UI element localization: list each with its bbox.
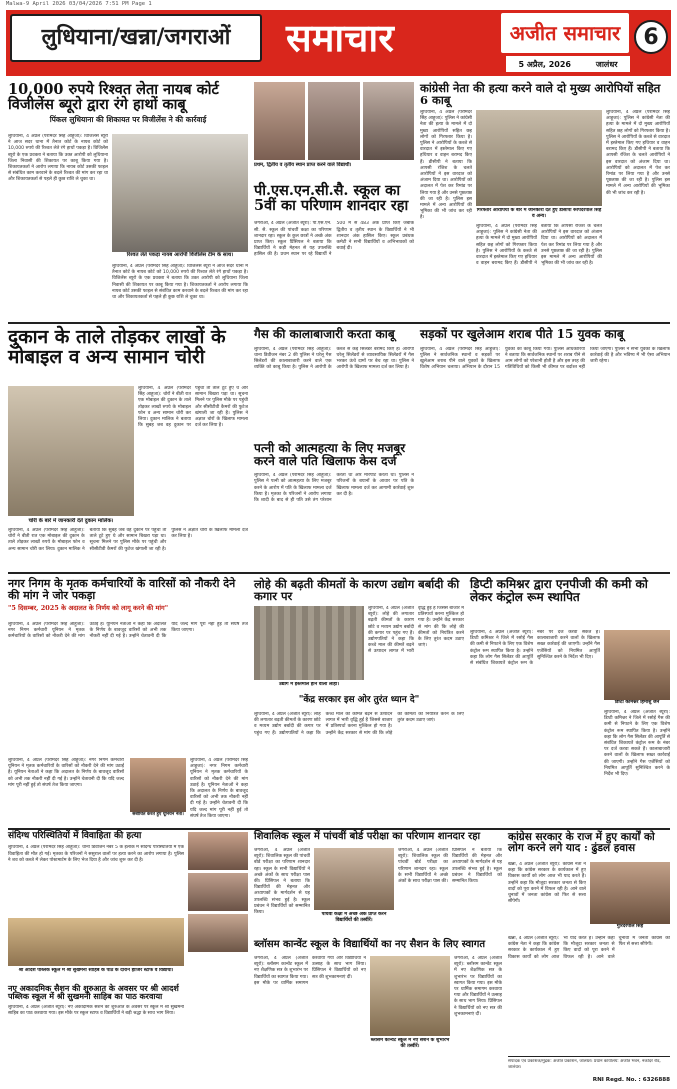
divider-row3: [8, 828, 670, 830]
subhead-corporation-jobs: "5 दिसम्बर, 2025 के अदालत के निर्णय को लागू करने की मांग": [8, 604, 169, 613]
caption-murder: गिरफ्तार आरोपियों के बारे में जानकारी देते हुए डीसीपी रूपिंदरपाल सिंह व अन्य।: [476, 208, 602, 222]
page-number: 6: [643, 24, 659, 50]
page-number-badge: [634, 20, 668, 54]
photo-adarsh-school: [8, 918, 184, 966]
story-congress-works: [508, 832, 670, 1052]
headline-adarsh-school: नए अकादमिक सैशन की शुरुआत के अवसर पर श्री आदर्श पब्लिक स्कूल में श्री सुखमनी साहिब का पाठ करवाया: [8, 983, 179, 1002]
body-bribery-2: लुधियाना, 4 अप्रैल (परमिंदर सिंह आहूजा): विजिलेंस ब्यूरो ने आज सदर थाना में तैनात कोर्ट के नायब कोर्ट को 10,000 रुपये की रिश्वत लेते रंगे हाथों पकड़ा है। विजिलेंस ब्यूरो के एक प्रवक्ता ने बताया कि उक्त आरोपी को लुधियाना जिला निवासी की शिकायत पर काबू किया गया है। शिकायतकर्ता ने आरोप लगाया कि नायब कोर्ट उसकी फाइल से संबंधित काम करवाने के बदले रिश्वत की मांग कर रहा था और शिकायतकर्ता से पहले ही कुछ राशि ले चुका था।: [112, 264, 248, 301]
body-theft-2: लुधियाना, 4 अप्रैल (परमिंदर सिंह आहूजा): चोरों ने बीती रात एक मोबाइल की दुकान के ताले तोड़कर लाखों रुपये के मोबाइल फोन व अन्य सामान चोरी कर लिया। दुकान मालिक ने बताया कि सुबह जब वह दुकान पर पहुंचा तो ताले टूटे हुए थे और सामान बिखरा पड़ा था। सूचना मिलने पर पुलिस मौके पर पहुंची और सीसीटीवी कैमरों की फुटेज खंगाली जा रही है। पुलिस ने अज्ञात चोरों के खिलाफ मामला दर्ज कर लिया है।: [8, 528, 248, 552]
photo-shivalik: [314, 848, 394, 910]
story-blossom-school: [254, 940, 502, 1084]
portrait-column: [188, 832, 248, 962]
student-photos: [254, 82, 414, 160]
body-public-drinking: लुधियाना, 4 अप्रैल (परमिंदर सिंह आहूजा): पुलिस ने सार्वजनिक स्थानों व सड़कों पर खुलेआम शराब पीने वाले युवकों के खिलाफ विशेष अभियान चलाया। अभियान के दौरान 15 युवकों को काबू किया गया। पुलिस अधिकारियों ने बताया कि सार्वजनिक स्थानों पर शराब पीने से आम लोगों को परेशानी होती है और इस तरह की गतिविधियों को किसी भी कीमत पर बर्दाश्त नहीं किया जाएगा। पुलिस ने सभी युवकों के खिलाफ कार्रवाई की है और भविष्य में भी ऐसा अभियान जारी रहेगा।: [420, 346, 670, 371]
print-strip-text: Malwa-9 April 2026 03/04/2026 7:51 PM Page 1: [6, 1, 152, 7]
body-wife-suicide: लुधियाना, 4 अप्रैल (परमिंदर सिंह आहूजा): पुलिस ने पत्नी को आत्महत्या के लिए मजबूर करने के आरोप में पति के खिलाफ मामला दर्ज किया है। मृतका के परिजनों ने आरोप लगाया कि शादी के बाद से ही पति उसे तंग परेशान करता था और मारपीट करता था। पुलिस ने परिजनों के बयानों के आधार पर पति के खिलाफ मामला दर्ज कर आगामी कार्रवाई शुरू कर दी है।: [254, 473, 414, 503]
story-psn-school: [254, 82, 414, 318]
story-control-room: [470, 578, 670, 824]
caption-deputy-commissioner: डिप्टी कमिश्नर हिमांशु जैन: [604, 700, 670, 708]
headline-psn: पी.एस.एन.सी.सै. स्कूल का 5वीं का परिणाम शानदार रहा: [254, 182, 409, 215]
body-control-room-2: लुधियाना, 4 अप्रैल (अजीत ब्यूरो): डिप्टी कमिश्नर ने जिले में रसोई गैस की कमी से निपटने के लिए एक विशेष कंट्रोल रूम स्थापित किया है। उन्होंने कहा कि लोग गैस सिलेंडर की आपूर्ति से संबंधित शिकायतें कंट्रोल रूम के नंबर पर दर्ज करवा सकते हैं। कालाबाजारी करने वालों के खिलाफ सख्त कार्रवाई की जाएगी। उन्होंने गैस एजेंसियों को नियमित आपूर्ति सुनिश्चित करने के निर्देश भी दिए।: [604, 710, 670, 778]
subhead-bribery: पिंकल लुधियाना की शिकायत पर विजीलेंस ने की कार्रवाई: [49, 115, 207, 125]
photo-deputy-commissioner: [604, 630, 670, 700]
issue-city: जालंधर: [595, 59, 618, 69]
issue-date: 5 अप्रैल, 2026: [518, 59, 571, 69]
story-shop-theft: [8, 328, 248, 568]
masthead: [6, 10, 671, 76]
headline-gas-black: गैस की कालाबाजारी करता काबू: [254, 327, 395, 341]
portrait-1: [188, 832, 248, 870]
quote-iron: "केंद्र सरकार इस ओर तुरंत ध्यान दे": [298, 695, 420, 705]
body-murder-1: लुधियाना, 4 अप्रैल (परमिंदर सिंह आहूजा): पुलिस ने कांग्रेसी नेता की हत्या के मामले में दो मुख्य आरोपियों सहित छह लोगों को गिरफ्तार किया है। पुलिस ने आरोपियों के कब्जे से वारदात में इस्तेमाल किए गए हथियार व वाहन बरामद किए हैं। डीसीपी ने बताया कि आपसी रंजिश के चलते आरोपियों ने इस वारदात को अंजाम दिया था। आरोपियों को अदालत में पेश कर रिमांड पर लिया गया है और उनसे पूछताछ की जा रही है। पुलिस इस मामले में अन्य आरोपियों की भूमिका की भी जांच कर रही है।: [420, 110, 472, 221]
body-psn: जगराओं, 4 अप्रैल (अजीत ब्यूरो): पी.एस.एन. सी. सै. स्कूल की पांचवीं कक्षा का परिणाम शानदार रहा। स्कूल के कुल छात्रों ने अच्छे अंक प्राप्त किए। स्कूल प्रिंसिपल ने बताया कि विद्यार्थियों ने कड़ी मेहनत से यह उपलब्धि हासिल की है। प्रथम स्थान पर रहे विद्यार्थी ने 500 में से 483 अंक प्राप्त किए जबकि द्वितीय व तृतीय स्थान के विद्यार्थियों ने भी शानदार अंक हासिल किए। स्कूल प्रबंधक कमेटी ने सभी विद्यार्थियों व अभिभावकों को बधाई दी।: [254, 221, 414, 258]
body-murder-3: लुधियाना, 4 अप्रैल (परमिंदर सिंह आहूजा): पुलिस ने कांग्रेसी नेता की हत्या के मामले में दो मुख्य आरोपियों सहित छह लोगों को गिरफ्तार किया है। पुलिस ने आरोपियों के कब्जे से वारदात में इस्तेमाल किए गए हथियार व वाहन बरामद किए हैं। डीसीपी ने बताया कि आपसी रंजिश के चलते आरोपियों ने इस वारदात को अंजाम दिया था। आरोपियों को अदालत में पेश कर रिमांड पर लिया गया है और उनसे पूछताछ की जा रही है। पुलिस इस मामले में अन्य आरोपियों की भूमिका की भी जांच कर रही है।: [606, 110, 670, 196]
body-congress-works-2: खन्ना, 4 अप्रैल (अजीत ब्यूरो): कांग्रेस नेता ने कहा कि कांग्रेस सरकार के कार्यकाल में हुए विकास कार्यों को लोग आज भी याद करते हैं। उन्होंने कहा कि मौजूदा सरकार जनता से किए वादों को पूरा करने में विफल रही है। आने वाले चुनावों में जनता कांग्रेस को फिर से सत्ता सौंपेगी।: [508, 936, 670, 960]
brand-box: [501, 13, 629, 53]
body-shivalik-2: जगराओं, 4 अप्रैल (अजीत ब्यूरो): शिवालिक स्कूल की पांचवीं बोर्ड परीक्षा का परिणाम शानदार रहा। स्कूल के सभी विद्यार्थियों ने अच्छे अंकों के साथ परीक्षा पास की। प्रिंसिपल ने बताया कि विद्यार्थियों की मेहनत और अध्यापकों के मार्गदर्शन से यह उपलब्धि संभव हुई है। स्कूल प्रबंधन ने विद्यार्थियों को सम्मानित किया।: [398, 848, 502, 885]
headline-congress-murder: कांग्रेसी नेता की हत्या करने वाले दो मुख्य आरोपियों सहित 6 काबू: [420, 81, 661, 108]
caption-iron: उद्योग में इस्तेमाल होने वाला लोहा।: [254, 682, 364, 690]
brand-name: अजीत समाचार: [509, 20, 621, 45]
photo-blossom: [370, 956, 450, 1036]
footer-imprint: [508, 1056, 670, 1086]
photo-bribery: [112, 134, 248, 260]
body-corporation-2: लुधियाना, 4 अप्रैल (परमिंदर सिंह आहूजा): नगर निगम कर्मचारी यूनियन ने मृतक कर्मचारियों के वारिसों को नौकरी देने की मांग उठाई है। यूनियन नेताओं ने कहा कि अदालत के निर्णय के बावजूद वारिसों को अभी तक नौकरी नहीं दी गई है। उन्होंने चेतावनी दी कि यदि जल्द मांग पूरी नहीं हुई तो संघर्ष तेज किया जाएगा।: [8, 758, 124, 788]
photo-gurinderpal: [590, 862, 670, 924]
caption-theft: चोरी के बारे में जानकारी देते दुकान मालिक।: [8, 518, 134, 526]
body-woman-murder: लुधियाना, 4 अप्रैल (परमिंदर सिंह आहूजा): थाना डिवीजन नंबर 5 के इलाके में संदिग्ध परिस्थितियों में एक विवाहिता की मौत हो गई। मृतका के परिजनों ने ससुराल वालों पर हत्या करने का आरोप लगाया है। पुलिस ने शव को कब्जे में लेकर पोस्टमार्टम के लिए भेज दिया है और जांच शुरू कर दी है।: [8, 845, 184, 863]
photo-union-leader: [130, 758, 186, 812]
caption-gurinderpal: गुरिंदरपाल सिंह: [590, 924, 670, 932]
caption-corporation: संबोधित करते हुए यूनियन नेता।: [130, 812, 186, 822]
story-wife-suicide: [254, 442, 414, 568]
story-bribery: [8, 82, 248, 318]
footer-text: संपादक एवं प्रकाशक/मुद्रक: अजीत प्रकाशन, जालंधर। प्रधान कार्यालय: अजीत भवन, नकोदर रोड, जालंधर।: [508, 1059, 661, 1070]
body-murder-2: लुधियाना, 4 अप्रैल (परमिंदर सिंह आहूजा): पुलिस ने कांग्रेसी नेता की हत्या के मामले में दो मुख्य आरोपियों सहित छह लोगों को गिरफ्तार किया है। पुलिस ने आरोपियों के कब्जे से वारदात में इस्तेमाल किए गए हथियार व वाहन बरामद किए हैं। डीसीपी ने बताया कि आपसी रंजिश के चलते आरोपियों ने इस वारदात को अंजाम दिया था। आरोपियों को अदालत में पेश कर रिमांड पर लिया गया है और उनसे पूछताछ की जा रही है। पुलिस इस मामले में अन्य आरोपियों की भूमिका की भी जांच कर रही है।: [476, 224, 602, 267]
body-theft-1: लुधियाना, 4 अप्रैल (परमिंदर सिंह आहूजा): चोरों ने बीती रात एक मोबाइल की दुकान के ताले तोड़कर लाखों रुपये के मोबाइल फोन व अन्य सामान चोरी कर लिया। दुकान मालिक ने बताया कि सुबह जब वह दुकान पर पहुंचा तो ताले टूटे हुए थे और सामान बिखरा पड़ा था। सूचना मिलने पर पुलिस मौके पर पहुंची और सीसीटीवी कैमरों की फुटेज खंगाली जा रही है। पुलिस ने अज्ञात चोरों के खिलाफ मामला दर्ज कर लिया है।: [138, 386, 248, 429]
portrait-2: [188, 873, 248, 911]
print-strip: [0, 0, 677, 9]
portrait-3: [188, 914, 248, 952]
headline-bribery: 10,000 रुपये रिश्वत लेता नायब कोर्ट विजीलेंस ब्यूरो द्वारा रंगे हाथों काबू: [8, 81, 219, 114]
student-photo-1: [254, 82, 305, 160]
headline-woman-murder: संदिग्ध परिस्थितियों में विवाहिता की हत्या: [8, 831, 142, 841]
story-adarsh-school: [8, 918, 184, 1084]
story-congress-murder: [420, 82, 670, 318]
section-banner: [10, 14, 262, 62]
story-woman-murder: [8, 832, 184, 914]
photo-murder: [476, 110, 602, 206]
caption-psn: प्रथम, द्वितीय व तृतीय स्थान प्राप्त करने वाले विद्यार्थी।: [254, 162, 414, 169]
story-gas-black: [254, 328, 414, 438]
caption-shivalik: पांचवीं कक्षा में अच्छे अंक प्राप्त करने विद्यार्थियों की तस्वीरें।: [314, 912, 394, 926]
body-adarsh-school: लुधियाना, 4 अप्रैल (अजीत ब्यूरो): नए अकादमिक सैशन की शुरुआत के अवसर पर स्कूल में श्री सुखमनी साहिब का पाठ करवाया गया। इस मौके पर स्कूल स्टाफ व विद्यार्थियों ने बड़ी श्रद्धा के साथ भाग लिया।: [8, 1004, 184, 1016]
photo-theft: [8, 386, 134, 516]
body-corporation-1: लुधियाना, 4 अप्रैल (परमिंदर सिंह आहूजा): नगर निगम कर्मचारी यूनियन ने मृतक कर्मचारियों के वारिसों को नौकरी देने की मांग उठाई है। यूनियन नेताओं ने कहा कि अदालत के निर्णय के बावजूद वारिसों को अभी तक नौकरी नहीं दी गई है। उन्होंने चेतावनी दी कि यदि जल्द मांग पूरी नहीं हुई तो संघर्ष तेज किया जाएगा।: [8, 622, 248, 640]
headline-blossom-school: ब्लॉसम कान्वेंट स्कूल के विद्यार्थियों का नए सैशन के लिए स्वागत: [254, 939, 486, 950]
caption-blossom: ब्लॉसम कान्वेंट स्कूल में नए सैशन के शुभारंभ की तस्वीरें।: [370, 1038, 450, 1052]
body-iron-1: लुधियाना, 4 अप्रैल (अजीत ब्यूरो): लोहे की लगातार बढ़ती कीमतों के कारण छोटे व मध्यम उद्योग बर्बादी की कगार पर पहुंच गए हैं। उद्योगपतियों ने कहा कि कच्चे माल की कीमतें बढ़ने से उत्पादन लागत में भारी वृद्धि हुई है जिससे बाजार में प्रतिस्पर्धा करना मुश्किल हो गया है। उन्होंने केंद्र सरकार से मांग की कि लोहे की कीमतों को नियंत्रित करने के लिए तुरंत कदम उठाए जाएं।: [368, 606, 464, 655]
headline-corporation-jobs: नगर निगम के मृतक कर्मचारियों के वारिसों को नौकरी देने की मांग ने जोर पकड़ा: [8, 577, 236, 602]
headline-iron-prices: लोहे की बढ़ती कीमतों के कारण उद्योग बर्बादी की कगार पर: [254, 577, 460, 604]
student-photo-3: [363, 82, 414, 160]
story-iron-prices: [254, 578, 464, 824]
samachar-label: समाचार: [286, 15, 394, 60]
body-shivalik-1: जगराओं, 4 अप्रैल (अजीत ब्यूरो): शिवालिक स्कूल की पांचवीं बोर्ड परीक्षा का परिणाम शानदार रहा। स्कूल के सभी विद्यार्थियों ने अच्छे अंकों के साथ परीक्षा पास की। प्रिंसिपल ने बताया कि विद्यार्थियों की मेहनत और अध्यापकों के मार्गदर्शन से यह उपलब्धि संभव हुई है। स्कूल प्रबंधन ने विद्यार्थियों को सम्मानित किया।: [254, 848, 310, 916]
body-iron-2: लुधियाना, 4 अप्रैल (अजीत ब्यूरो): लोहे की लगातार बढ़ती कीमतों के कारण छोटे व मध्यम उद्योग बर्बादी की कगार पर पहुंच गए हैं। उद्योगपतियों ने कहा कि कच्चे माल की कीमतें बढ़ने से उत्पादन लागत में भारी वृद्धि हुई है जिससे बाजार में प्रतिस्पर्धा करना मुश्किल हो गया है। उन्होंने केंद्र सरकार से मांग की कि लोहे की कीमतों को नियंत्रित करने के लिए तुरंत कदम उठाए जाएं।: [254, 712, 464, 736]
body-corporation-3: लुधियाना, 4 अप्रैल (परमिंदर सिंह आहूजा): नगर निगम कर्मचारी यूनियन ने मृतक कर्मचारियों के वारिसों को नौकरी देने की मांग उठाई है। यूनियन नेताओं ने कहा कि अदालत के निर्णय के बावजूद वारिसों को अभी तक नौकरी नहीं दी गई है। उन्होंने चेतावनी दी कि यदि जल्द मांग पूरी नहीं हुई तो संघर्ष तेज किया जाएगा।: [190, 758, 248, 819]
caption-bribery: रिश्वत लेते पकड़ा नायब आरोपी विजीलेंस टीम के साथ।: [112, 252, 248, 262]
divider-row1: [8, 322, 670, 324]
headline-public-drinking: सड़कों पर खुलेआम शराब पीते 15 युवक काबू: [420, 327, 624, 341]
headline-shop-theft: दुकान के ताले तोड़कर लाखों के मोबाइल व अन्य सामान चोरी: [8, 326, 226, 368]
caption-adarsh-school: श्री आदर्श पब्लिक स्कूल में श्री सुखमनी साहिब के पाठ के दौरान हाजिर स्टाफ व विद्यार्थी।: [8, 968, 184, 982]
student-photo-2: [308, 82, 359, 160]
section-title: लुधियाना/खन्ना/जगराओं: [41, 24, 231, 51]
headline-shivalik-school: शिवालिक स्कूल में पांचवीं बोर्ड परीक्षा का परिणाम शानदार रहा: [254, 831, 481, 842]
headline-wife-suicide: पत्नी को आत्महत्या के लिए मजबूर करने वाले पति खिलाफ केस दर्ज: [254, 441, 406, 468]
body-blossom-2: जगराओं, 4 अप्रैल (अजीत ब्यूरो): ब्लॉसम कान्वेंट स्कूल में नए शैक्षणिक सत्र के शुभारंभ पर विद्यार्थियों का स्वागत किया गया। इस मौके पर धार्मिक समागम करवाया गया और विद्यार्थियों ने उत्साह के साथ भाग लिया। प्रिंसिपल ने विद्यार्थियों को नए सत्र की शुभकामनाएं दीं।: [454, 956, 502, 1017]
headline-congress-works: कांग्रेस सरकार के राज में हुए कार्यों को लोग करने लगे याद : ढुंडल हवास: [508, 831, 655, 855]
date-line: [506, 56, 630, 72]
story-shivalik-school: [254, 832, 502, 936]
photo-iron: [254, 606, 364, 680]
body-congress-works-1: खन्ना, 4 अप्रैल (अजीत ब्यूरो): कांग्रेस नेता ने कहा कि कांग्रेस सरकार के कार्यकाल में हुए विकास कार्यों को लोग आज भी याद करते हैं। उन्होंने कहा कि मौजूदा सरकार जनता से किए वादों को पूरा करने में विफल रही है। आने वाले चुनावों में जनता कांग्रेस को फिर से सत्ता सौंपेगी।: [508, 862, 586, 905]
footer-regd: RNI Regd. No. : 6326888: [592, 1077, 670, 1083]
headline-control-room: डिप्टी कमिश्नर द्वारा एनपीजी की कमी को लेकर कंट्रोल रूम स्थापित: [470, 577, 648, 604]
story-public-drinking: [420, 328, 670, 568]
body-gas-black: लुधियाना, 4 अप्रैल (परमिंदर सिंह आहूजा): थाना डिवीजन नंबर 2 की पुलिस ने घरेलू गैस सिलेंडरों की कालाबाजारी करने वाले एक व्यक्ति को काबू किया है। पुलिस ने आरोपी के कब्जे से कई सिलेंडर बरामद किए हैं। आरोपी घरेलू सिलेंडरों से व्यावसायिक सिलेंडरों में गैस भरकर ऊंचे दामों पर बेच रहा था। पुलिस ने आरोपी के खिलाफ मामला दर्ज कर लिया है।: [254, 346, 414, 371]
body-control-room-1: लुधियाना, 4 अप्रैल (अजीत ब्यूरो): डिप्टी कमिश्नर ने जिले में रसोई गैस की कमी से निपटने के लिए एक विशेष कंट्रोल रूम स्थापित किया है। उन्होंने कहा कि लोग गैस सिलेंडर की आपूर्ति से संबंधित शिकायतें कंट्रोल रूम के नंबर पर दर्ज करवा सकते हैं। कालाबाजारी करने वालों के खिलाफ सख्त कार्रवाई की जाएगी। उन्होंने गैस एजेंसियों को नियमित आपूर्ति सुनिश्चित करने के निर्देश भी दिए।: [470, 630, 600, 667]
divider-row2: [8, 572, 670, 574]
body-blossom-1: जगराओं, 4 अप्रैल (अजीत ब्यूरो): ब्लॉसम कान्वेंट स्कूल में नए शैक्षणिक सत्र के शुभारंभ पर विद्यार्थियों का स्वागत किया गया। इस मौके पर धार्मिक समागम करवाया गया और विद्यार्थियों ने उत्साह के साथ भाग लिया। प्रिंसिपल ने विद्यार्थियों को नए सत्र की शुभकामनाएं दीं।: [254, 956, 366, 986]
body-bribery: लुधियाना, 4 अप्रैल (परमिंदर सिंह आहूजा): विजिलेंस ब्यूरो ने आज सदर थाना में तैनात कोर्ट के नायब कोर्ट को 10,000 रुपये की रिश्वत लेते रंगे हाथों पकड़ा है। विजिलेंस ब्यूरो के एक प्रवक्ता ने बताया कि उक्त आरोपी को लुधियाना जिला निवासी की शिकायत पर काबू किया गया है। शिकायतकर्ता ने आरोप लगाया कि नायब कोर्ट उसकी फाइल से संबंधित काम करवाने के बदले रिश्वत की मांग कर रहा था और शिकायतकर्ता से पहले ही कुछ राशि ले चुका था।: [8, 134, 108, 183]
story-corporation-jobs: [8, 578, 248, 824]
